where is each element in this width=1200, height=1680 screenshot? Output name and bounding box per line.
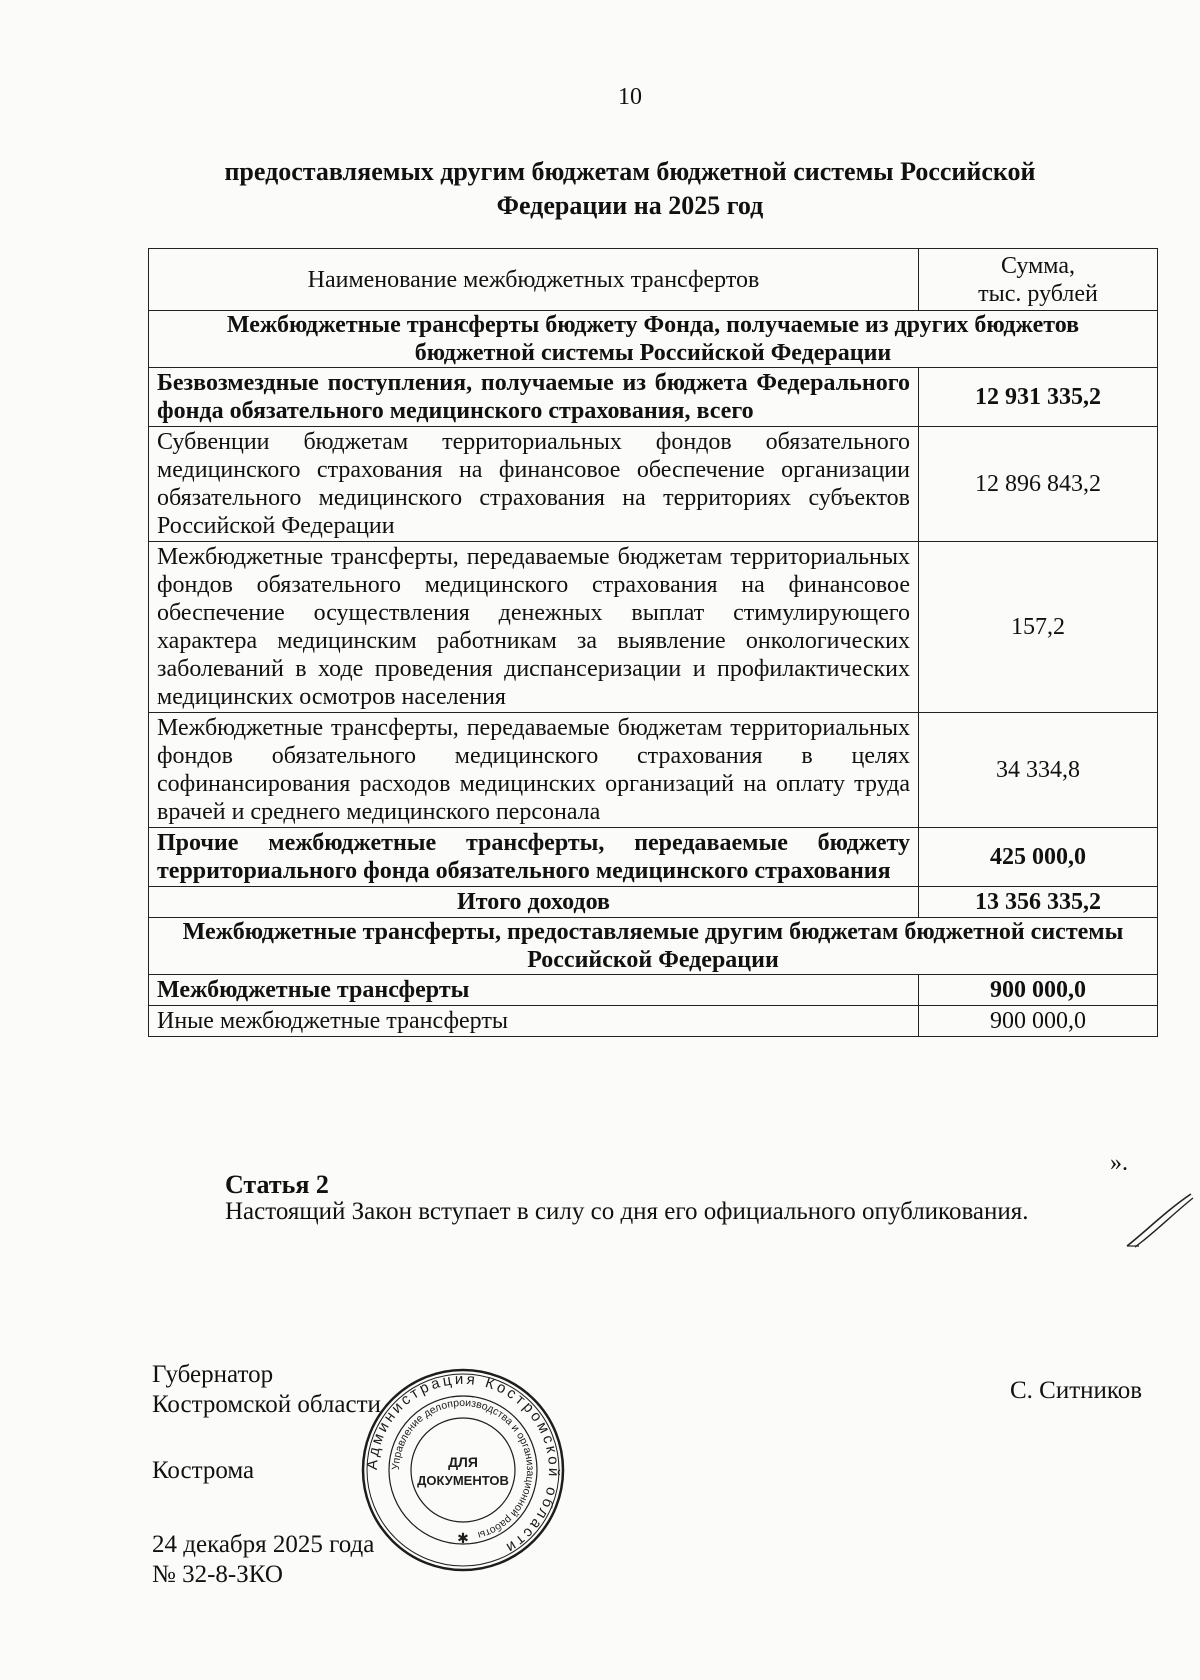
total-sum: 13 356 335,2 <box>919 887 1158 918</box>
article-text: Настоящий Закон вступает в силу со дня его официального опубликования. <box>225 1198 1029 1225</box>
governor-title-line-2: Костромской области <box>152 1391 381 1418</box>
stamp-center-line-2: ДОКУМЕНТОВ <box>417 1473 509 1488</box>
section-title-outgoing: Межбюджетные трансферты, предоставляемые другим бюджетам бюджетной системы Российской Федерации <box>149 918 1158 975</box>
table-row <box>149 975 1158 1006</box>
total-label: Итого доходов <box>149 887 919 918</box>
table-row <box>149 828 1158 887</box>
section-row-incoming <box>149 311 1158 368</box>
row-name: Прочие межбюджетные трансферты, передаваемые бюджету территориального фонда обязательного медицинского страхования <box>149 828 919 887</box>
row-name: Межбюджетные трансферты, передаваемые бюджетам территориальных фондов обязательного медицинского страхования на финансовое обеспечение осуществления денежных выплат стимулирующего характера медицинским работникам за выявление онкологических заболеваний в ходе проведения диспансеризации и профилактических медицинских осмотров населения <box>149 542 919 713</box>
header-name: Наименование межбюджетных трансфертов <box>149 249 919 311</box>
table-row <box>149 427 1158 542</box>
document-title <box>180 155 1080 223</box>
article-heading: Статья 2 <box>225 1170 329 1199</box>
table-row <box>149 713 1158 828</box>
table-row <box>149 368 1158 427</box>
row-sum: 12 931 335,2 <box>919 368 1158 427</box>
initials-signature <box>1125 1190 1195 1250</box>
header-sum-line-2: тыс. рублей <box>978 280 1098 307</box>
header-sum-line-1: Сумма, <box>1001 252 1075 279</box>
law-number: № 32-8-ЗКО <box>152 1561 283 1588</box>
row-sum: 900 000,0 <box>919 1006 1158 1037</box>
stamp-center-line-1: ДЛЯ <box>448 1454 478 1470</box>
closing-quote: ». <box>1110 1150 1128 1176</box>
row-name: Субвенции бюджетам территориальных фондов обязательного медицинского страхования на финансовое обеспечение организации обязательного медицинского страхования на территориях субъектов Российской Федерации <box>149 427 919 542</box>
total-row <box>149 887 1158 918</box>
table-row <box>149 542 1158 713</box>
title-line-1: предоставляемых другим бюджетам бюджетной системы Российской <box>224 157 1036 186</box>
header-sum <box>919 249 1158 311</box>
city: Кострома <box>152 1457 255 1484</box>
row-sum: 12 896 843,2 <box>919 427 1158 542</box>
stamp-outer-text: Администрация Костромской области <box>363 1370 563 1558</box>
table-header-row <box>149 249 1158 311</box>
row-sum: 900 000,0 <box>919 975 1158 1006</box>
row-name: Безвозмездные поступления, получаемые из бюджета Федерального фонда обязательного медицинского страхования, всего <box>149 368 919 427</box>
transfers-table <box>148 248 1158 1037</box>
governor-title <box>152 1360 381 1420</box>
date <box>152 1530 374 1590</box>
row-sum: 157,2 <box>919 542 1158 713</box>
table-row <box>149 1006 1158 1037</box>
row-name: Иные межбюджетные трансферты <box>149 1006 919 1037</box>
page-number: 10 <box>618 84 642 110</box>
governor-name: С. Ситников <box>1010 1377 1143 1404</box>
title-line-2: Федерации на 2025 год <box>496 191 764 220</box>
official-stamp <box>358 1365 568 1575</box>
stamp-inner-text: Управление делопроизводства и организационной работы <box>389 1396 537 1542</box>
section-row-outgoing <box>149 918 1158 975</box>
row-sum: 34 334,8 <box>919 713 1158 828</box>
stamp-star-icon: ✱ <box>457 1532 469 1547</box>
row-name: Межбюджетные трансферты <box>149 975 919 1006</box>
row-sum: 425 000,0 <box>919 828 1158 887</box>
section-title-incoming: Межбюджетные трансферты бюджету Фонда, получаемые из других бюджетов бюджетной системы Российской Федерации <box>149 311 1158 368</box>
governor-title-line-1: Губернатор <box>152 1361 274 1388</box>
signing-date: 24 декабря 2025 года <box>152 1531 375 1558</box>
row-name: Межбюджетные трансферты, передаваемые бюджетам территориальных фондов обязательного медицинского страхования в целях софинансирования расходов медицинских организаций на оплату труда врачей и среднего медицинского персонала <box>149 713 919 828</box>
